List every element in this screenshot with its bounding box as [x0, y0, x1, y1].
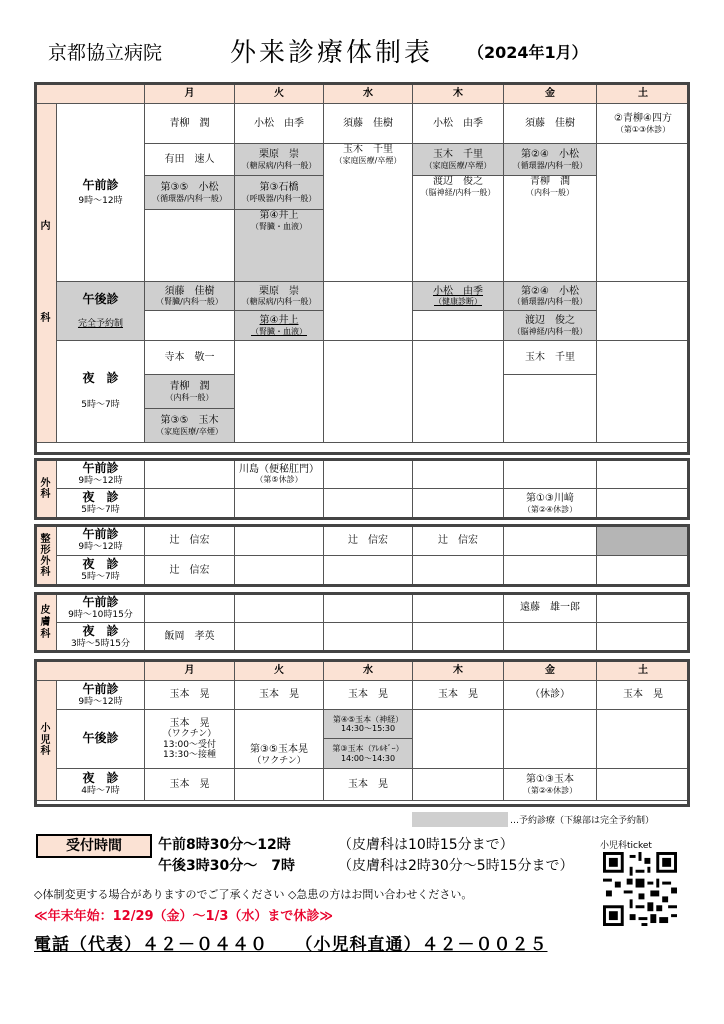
internal-am-session: 午前診 9時～12時 [57, 104, 145, 282]
cell-der-am-wed [324, 594, 413, 623]
qr-label: 小児科ticket [600, 841, 652, 851]
cell-der-am-thu [413, 594, 504, 623]
legend-text: …予約診療（下線部は完全予約制） [510, 816, 655, 826]
cell-der-eve-sat [597, 623, 690, 652]
cell-ped-eve-sat [597, 769, 690, 801]
cell-sur-eve-fri: 第①③川﨑 （第②④休診） [504, 489, 597, 519]
cell-int-am-fri-3: 青柳 潤 （内科一般） [504, 176, 597, 282]
cell-sur-eve-wed [324, 489, 413, 519]
cell-int-am-wed-2: 玉木 千里 （家庭医療/卒煙） [324, 144, 413, 282]
notice-text: ◇体制変更する場合がありますのでご了承ください ◇急患の方はお問い合わせください。 [34, 888, 473, 901]
internal-medicine-table [34, 83, 690, 443]
cell-ped-eve-tue [235, 769, 324, 801]
cell-der-eve-tue [235, 623, 324, 652]
cell-ped-eve-thu [413, 769, 504, 801]
cell-ped-pm-tue: 第③⑤玉本晃 （ワクチン） [235, 710, 324, 769]
phone-numbers[interactable]: 電話（代表）４２－０４４０ （小児科直通）４２－００２５ [34, 935, 548, 955]
ped-day-wed: 水 [324, 661, 413, 681]
cell-int-eve-mon-3: 第③⑤ 玉木 （家庭医療/卒煙） [145, 409, 235, 443]
dermatology-table [34, 593, 690, 652]
cell-ped-am-tue: 玉本 晃 [235, 681, 324, 710]
cell-der-am-mon [145, 594, 235, 623]
cell-int-am-tue-1: 小松 由季 [235, 104, 324, 144]
cell-int-pm-thu-1: 小松 由季 （健康診断） [413, 282, 504, 311]
ped-day-mon: 月 [145, 661, 235, 681]
cell-der-eve-wed [324, 623, 413, 652]
holiday-notice: ≪年末年始：12/29（金）～1/3（水）まで休診≫ [34, 909, 333, 924]
cell-sur-am-mon [145, 460, 235, 489]
cell-ped-eve-mon: 玉本 晃 [145, 769, 235, 801]
ped-day-sat: 土 [597, 661, 690, 681]
header-blank [35, 84, 145, 104]
cell-ort-am-thu: 辻 信宏 [413, 526, 504, 556]
day-thu: 木 [413, 84, 504, 104]
reception-pm-note: （皮膚科は2時30分～5時15分まで） [338, 858, 574, 874]
internal-eve-session: 夜 診 5時～7時 [57, 341, 145, 443]
dept-pediatrics: 小 児 科 [35, 681, 57, 801]
cell-der-eve-fri [504, 623, 597, 652]
cell-ped-am-thu: 玉本 晃 [413, 681, 504, 710]
cell-int-eve-wed [324, 341, 413, 443]
cell-der-eve-mon: 飯岡 孝英 [145, 623, 235, 652]
surgery-eve-session: 夜 診 5時～7時 [57, 489, 145, 519]
cell-ped-am-sat: 玉本 晃 [597, 681, 690, 710]
cell-int-am-mon-4 [145, 210, 235, 282]
cell-ped-pm-wed-1: 第④⑤玉本（神経） 14:30～15:30 [324, 710, 413, 739]
cell-int-am-thu-2: 玉木 千里 （家庭医療/卒煙） [413, 144, 504, 176]
cell-int-pm-tue-1: 栗原 崇 （糖尿病/内科一般） [235, 282, 324, 311]
cell-ort-am-tue [235, 526, 324, 556]
cell-ped-am-fri: （休診） [504, 681, 597, 710]
internal-pm-session: 午後診 完全予約制 [57, 282, 145, 341]
cell-int-pm-sat [597, 282, 690, 341]
ortho-eve-session: 夜 診 5時～7時 [57, 556, 145, 586]
cell-sur-am-thu [413, 460, 504, 489]
day-sat: 土 [597, 84, 690, 104]
cell-der-am-sat [597, 594, 690, 623]
day-mon: 月 [145, 84, 235, 104]
cell-int-eve-tue [235, 341, 324, 443]
ped-day-tue: 火 [235, 661, 324, 681]
cell-sur-am-wed [324, 460, 413, 489]
cell-int-am-tue-3: 第③石橋 （呼吸器/内科一般） [235, 176, 324, 210]
cell-ort-am-mon: 辻 信宏 [145, 526, 235, 556]
cell-der-am-tue [235, 594, 324, 623]
cell-int-pm-mon-2 [145, 311, 235, 341]
cell-ort-eve-sat [597, 556, 690, 586]
cell-ort-am-wed: 辻 信宏 [324, 526, 413, 556]
cell-int-pm-thu-2 [413, 311, 504, 341]
reception-label: 受付時間 [36, 834, 152, 858]
surgery-am-session: 午前診 9時～12時 [57, 460, 145, 489]
cell-ped-pm-mon: 玉本 晃 （ワクチン） 13:00～受付 13:30～接種 [145, 710, 235, 769]
pediatrics-table [34, 660, 690, 801]
orthopedics-table [34, 525, 690, 586]
legend-swatch [412, 812, 508, 827]
cell-sur-am-fri [504, 460, 597, 489]
cell-int-am-sat-2 [597, 144, 690, 282]
hospital-name: 京都協立病院 [48, 42, 163, 64]
cell-ped-am-wed: 玉本 晃 [324, 681, 413, 710]
cell-sur-am-tue: 川島（便秘肛門） （第⑤休診） [235, 460, 324, 489]
ped-eve-session: 夜 診 4時～7時 [57, 769, 145, 801]
cell-ped-pm-thu [413, 710, 504, 769]
ortho-am-session: 午前診 9時～12時 [57, 526, 145, 556]
cell-int-am-wed-1: 須藤 佳樹 [324, 104, 413, 144]
cell-int-eve-mon-1: 寺本 敬一 [145, 341, 235, 375]
cell-int-am-mon-2: 有田 速人 [145, 144, 235, 176]
cell-int-am-tue-2: 栗原 崇 （糖尿病/内科一般） [235, 144, 324, 176]
cell-sur-eve-thu [413, 489, 504, 519]
cell-int-eve-mon-2: 青柳 潤 （内科一般） [145, 375, 235, 409]
cell-ort-eve-tue [235, 556, 324, 586]
cell-int-am-fri-1: 須藤 佳樹 [504, 104, 597, 144]
ped-day-thu: 木 [413, 661, 504, 681]
cell-int-am-sat-1: ②青柳④四方 （第①③休診） [597, 104, 690, 144]
cell-int-eve-sat [597, 341, 690, 443]
cell-int-am-fri-2: 第②④ 小松 （循環器/内科一般） [504, 144, 597, 176]
schedule-month: （2024年1月） [468, 43, 588, 62]
ped-header-blank [35, 661, 145, 681]
surgery-table [34, 459, 690, 519]
cell-ped-pm-sat [597, 710, 690, 769]
cell-int-pm-mon-1: 須藤 佳樹 （腎臓/内科一般） [145, 282, 235, 311]
cell-ped-pm-wed-2: 第③玉本（ｱﾚﾙｷﾞｰ） 14:00～14:30 [324, 739, 413, 769]
day-fri: 金 [504, 84, 597, 104]
page-title: 外来診療体制表 [230, 38, 434, 68]
cell-int-eve-thu [413, 341, 504, 443]
qr-code-icon[interactable] [603, 852, 677, 926]
cell-int-am-tue-4: 第④井上 （腎臓・血液） [235, 210, 324, 282]
reception-am-note: （皮膚科は10時15分まで） [338, 837, 514, 853]
cell-ped-eve-fri: 第①③玉本 （第②④休診） [504, 769, 597, 801]
cell-int-pm-tue-2: 第④井上 （腎臓・血液） [235, 311, 324, 341]
cell-int-pm-wed [324, 282, 413, 341]
dept-dermatology: 皮 膚 科 [35, 594, 57, 652]
dept-orthopedics: 整 形 外 科 [35, 526, 57, 586]
cell-int-am-mon-1: 青柳 潤 [145, 104, 235, 144]
cell-ort-eve-wed [324, 556, 413, 586]
reception-pm-hours: 午後3時30分～ 7時 [158, 858, 295, 874]
derm-am-session: 午前診 9時～10時15分 [57, 594, 145, 623]
cell-int-pm-fri-1: 第②④ 小松 （循環器/内科一般） [504, 282, 597, 311]
cell-ped-eve-wed: 玉本 晃 [324, 769, 413, 801]
cell-der-am-fri: 遠藤 雄一郎 [504, 594, 597, 623]
cell-int-am-thu-3: 渡辺 俊之 （脳神経/内科一般） [413, 176, 504, 282]
cell-sur-eve-mon [145, 489, 235, 519]
reception-am-hours: 午前8時30分～12時 [158, 837, 291, 853]
cell-ort-am-sat [597, 526, 690, 556]
cell-sur-eve-tue [235, 489, 324, 519]
cell-sur-eve-sat [597, 489, 690, 519]
cell-ort-eve-thu [413, 556, 504, 586]
cell-ort-eve-fri [504, 556, 597, 586]
day-tue: 火 [235, 84, 324, 104]
cell-int-am-thu-1: 小松 由季 [413, 104, 504, 144]
cell-int-eve-fri-2 [504, 375, 597, 443]
cell-sur-am-sat [597, 460, 690, 489]
cell-der-eve-thu [413, 623, 504, 652]
cell-ped-am-mon: 玉本 晃 [145, 681, 235, 710]
cell-int-eve-fri-1: 玉木 千里 [504, 341, 597, 375]
cell-ped-pm-fri [504, 710, 597, 769]
derm-eve-session: 夜 診 3時～5時15分 [57, 623, 145, 652]
day-wed: 水 [324, 84, 413, 104]
dept-internal: 内 科 [35, 104, 57, 443]
ped-day-fri: 金 [504, 661, 597, 681]
cell-int-pm-fri-2: 渡辺 俊之 （脳神経/内科一般） [504, 311, 597, 341]
ped-am-session: 午前診 9時～12時 [57, 681, 145, 710]
cell-int-am-mon-3: 第③⑤ 小松 （循環器/内科一般） [145, 176, 235, 210]
cell-ort-am-fri [504, 526, 597, 556]
ped-pm-session: 午後診 [57, 710, 145, 769]
dept-surgery: 外 科 [35, 460, 57, 519]
cell-ort-eve-mon: 辻 信宏 [145, 556, 235, 586]
